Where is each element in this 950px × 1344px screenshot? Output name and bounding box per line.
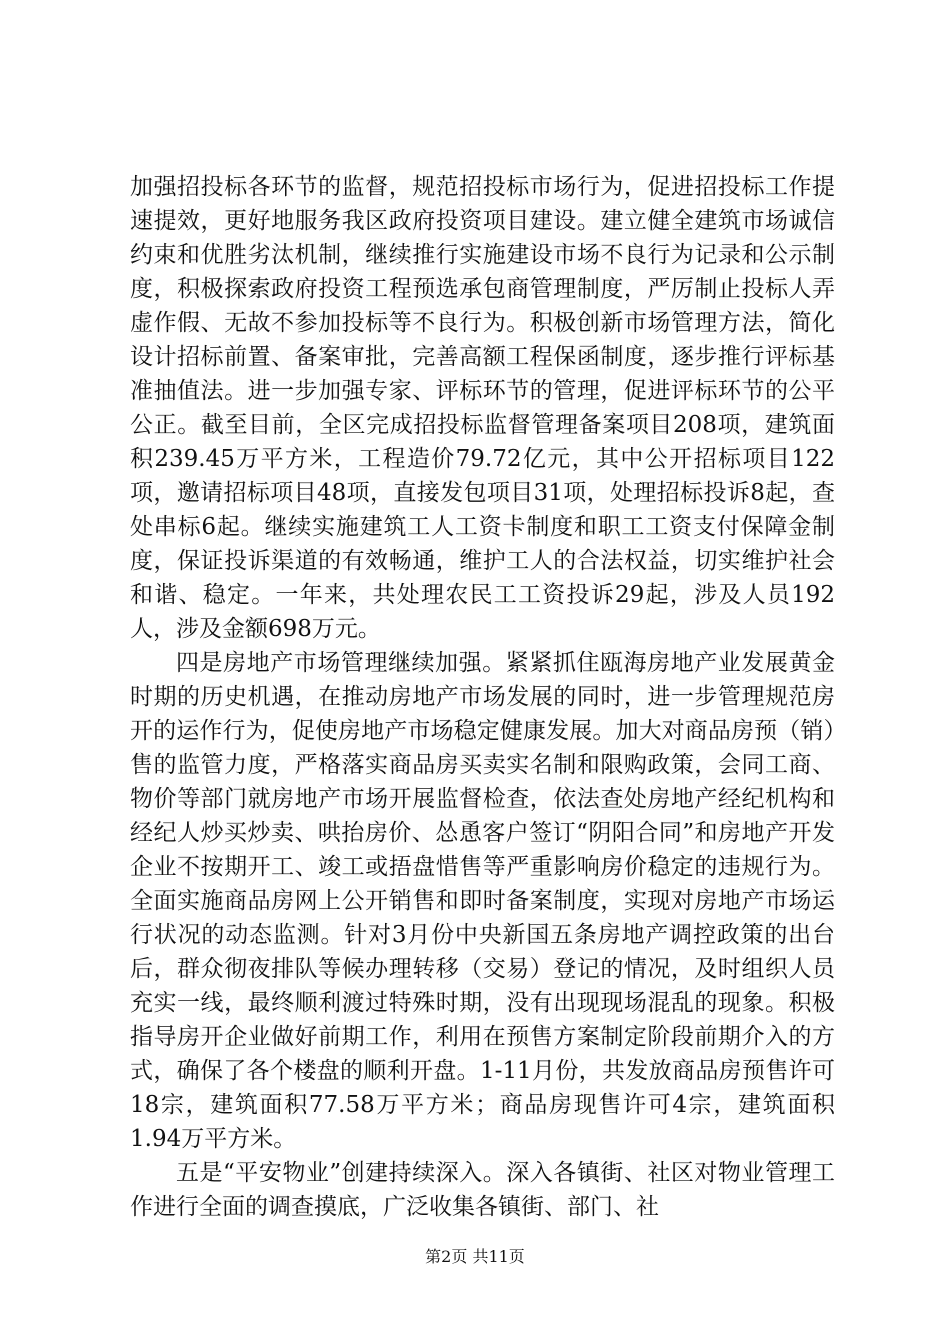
paragraph-bidding-supervision: 加强招投标各环节的监督，规范招投标市场行为，促进招投标工作提速提效，更好地服务我区政府投资项目建设。建立健全建筑市场诚信约束和优胜劣汰机制，继续推行实施建设市场不良行为记录和公示制度，积极探索政府投资工程预选承包商管理制度，严厉制止投标人弄虚作假、无故不参加投标等不良行为。积极创新市场管理方法，简化设计招标前置、备案审批，完善高额工程保函制度，逐步推行评标基准抽值法。进一步加强专家、评标环节的管理，促进评标环节的公平公正。截至目前，全区完成招投标监督管理备案项目208项，建筑面积239.45万平方米，工程造价79.72亿元，其中公开招标项目122项，邀请招标项目48项，直接发包项目31项，处理招标投诉8起，查处串标6起。继续实施建筑工人工资卡制度和职工工资支付保障金制度，保证投诉渠道的有效畅通，维护工人的合法权益，切实维护社会和谐、稳定。一年来，共处理农民工工资投诉29起，涉及人员192人，涉及金额698万元。 [130, 174, 835, 642]
page-number-footer: 第2页 共11页 [425, 1247, 525, 1266]
paragraph-real-estate-market: 四是房地产市场管理继续加强。紧紧抓住瓯海房地产业发展黄金时期的历史机遇，在推动房地产市场发展的同时，进一步管理规范房开的运作行为，促使房地产市场稳定健康发展。加大对商品房预（销）售的监管力度，严格落实商品房买卖实名制和限购政策，会同工商、物价等部门就房地产市场开展监督检查，依法查处房地产经纪机构和经纪人炒买炒卖、哄抬房价、怂恿客户签订“阴阳合同”和房地产开发企业不按期开工、竣工或捂盘惜售等严重影响房价稳定的违规行为。全面实施商品房网上公开销售和即时备案制度，实现对房地产市场运行状况的动态监测。针对3月份中央新国五条房地产调控政策的出台后，群众彻夜排队等候办理转移（交易）登记的情况，及时组织人员充实一线，最终顺利渡过特殊时期，没有出现现场混乱的现象。积极指导房开企业做好前期工作，利用在预售方案制定阶段前期介入的方式，确保了各个楼盘的顺利开盘。1-11月份，共发放商品房预售许可18宗，建筑面积77.58万平方米；商品房现售许可4宗，建筑面积1.94万平方米。 [130, 650, 835, 1152]
paragraph-safe-property: 五是“平安物业”创建持续深入。深入各镇街、社区对物业管理工作进行全面的调查摸底，广泛收集各镇街、部门、社 [130, 1160, 835, 1220]
document-body [130, 170, 835, 1224]
